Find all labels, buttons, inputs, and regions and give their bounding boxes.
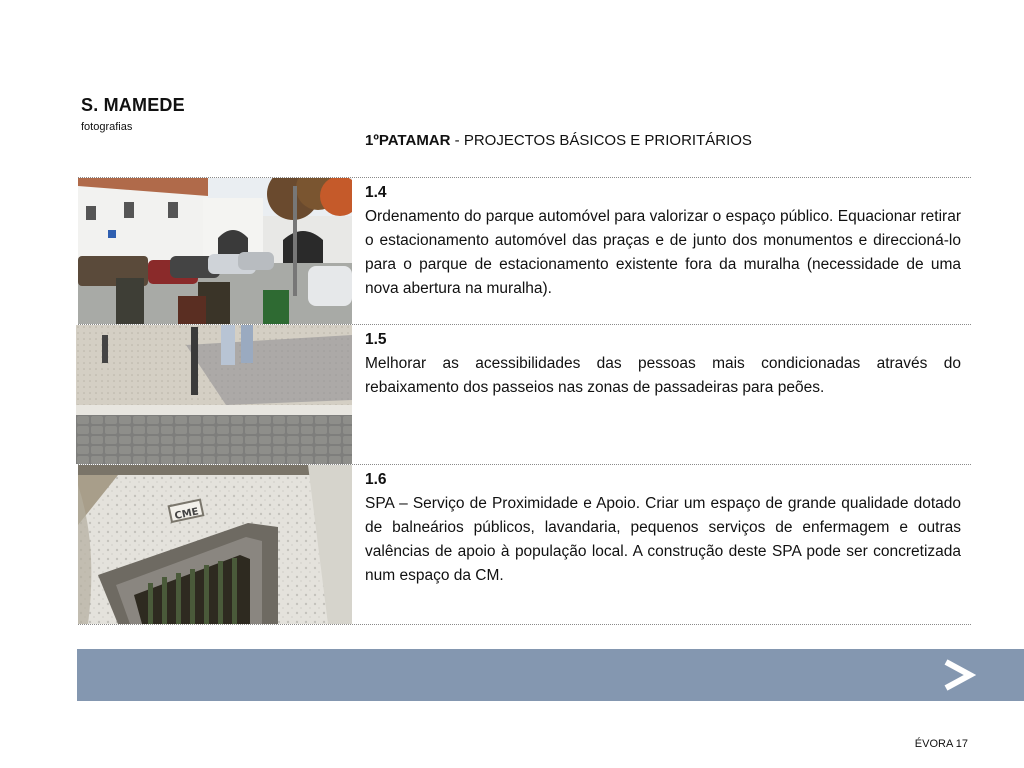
item-row-1-5 — [78, 324, 971, 464]
chevron-right-icon — [940, 658, 976, 692]
section-title: - PROJECTOS BÁSICOS E PRIORITÁRIOS — [450, 132, 752, 149]
item-description: SPA – Serviço de Proximidade e Apoio. Criar um espaço de grande qualidade dotado de balneários públicos, lavandaria, pequenos serviços de enfermagem e outras valências de apoio à população local. A construção deste SPA pode ser concretizada num espaço da CM. — [365, 495, 961, 584]
item-row-1-4 — [78, 177, 971, 324]
next-button[interactable] — [940, 658, 976, 692]
item-number: 1.6 — [365, 471, 387, 488]
page-title: S. MAMEDE — [81, 95, 185, 115]
item-text-1-6 — [365, 468, 961, 588]
navigation-bar — [77, 649, 1024, 701]
cme-sign-label: CME — [173, 506, 200, 523]
item-number: 1.4 — [365, 184, 387, 201]
item-text-1-5 — [365, 328, 961, 400]
section-code: 1ºPATAMAR — [365, 132, 451, 149]
section-heading — [365, 132, 752, 149]
photo-parking-square — [78, 178, 352, 324]
photo-building-door — [78, 465, 352, 624]
page-subtitle: fotografias — [81, 121, 133, 133]
page-footer: ÉVORA 17 — [914, 738, 968, 750]
item-description: Ordenamento do parque automóvel para valorizar o espaço público. Equacionar retirar o estacionamento automóvel das praças e de junto dos monumentos e direccioná-lo para o parque de estacionamento existente fora da muralha (necessidade de uma nova abertura na muralha). — [365, 208, 961, 297]
photo-lowered-sidewalk — [76, 325, 352, 464]
item-row-1-6 — [78, 464, 971, 624]
item-text-1-4 — [365, 181, 961, 301]
table-bottom-divider — [78, 624, 971, 625]
item-description: Melhorar as acessibilidades das pessoas mais condicionadas através do rebaixamento dos passeios nas zonas de passadeiras para peões. — [365, 355, 961, 396]
item-number: 1.5 — [365, 331, 387, 348]
